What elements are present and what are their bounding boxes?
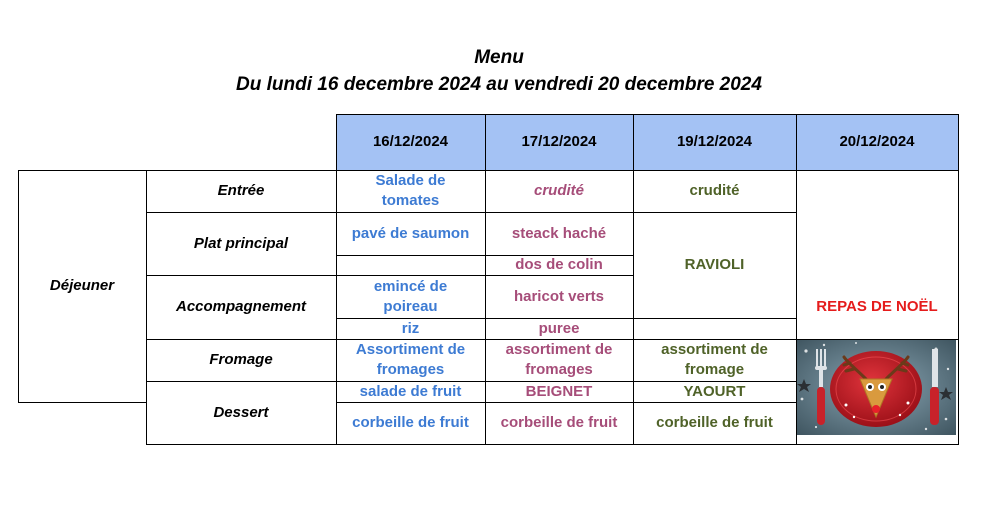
date-header-4: 20/12/2024 bbox=[796, 114, 958, 170]
dish-19-dessert-2: corbeille de fruit bbox=[656, 414, 773, 431]
row-label-dessert: Dessert bbox=[213, 403, 269, 421]
dish-17-accompagnement-1: haricot verts bbox=[513, 287, 605, 305]
dish-16-accompagnement-1: emincé de poireau bbox=[373, 277, 448, 315]
dish-16-plat: pavé de saumon bbox=[351, 224, 470, 242]
meal-label: Déjeuner bbox=[49, 277, 115, 294]
dish-17-fromage: assortiment de fromages bbox=[505, 341, 613, 378]
dish-16-dessert-2: corbeille de fruit bbox=[352, 414, 469, 431]
christmas-meal-label: REPAS DE NOËL bbox=[816, 298, 938, 315]
row-label-plat: Plat principal bbox=[193, 234, 289, 252]
menu-date-range: Du lundi 16 decembre 2024 au vendredi 20 decembre 2024 bbox=[236, 74, 762, 95]
date-header-3: 19/12/2024 bbox=[633, 114, 796, 170]
dish-19-plat: RAVIOLI bbox=[684, 256, 745, 273]
dish-17-plat-1: steack haché bbox=[511, 224, 607, 242]
dish-19-fromage: assortiment de fromage bbox=[661, 341, 768, 378]
dish-19-entree: crudité bbox=[689, 182, 740, 199]
dish-17-dessert-2: corbeille de fruit bbox=[500, 414, 618, 431]
dish-17-accompagnement-2: puree bbox=[538, 319, 580, 337]
row-label-fromage: Fromage bbox=[209, 351, 273, 368]
dish-16-fromage: Assortiment de fromages bbox=[355, 341, 466, 378]
dish-16-dessert-1: salade de fruit bbox=[359, 382, 462, 400]
date-header-2: 17/12/2024 bbox=[485, 114, 633, 170]
row-label-accompagnement: Accompagnement bbox=[175, 298, 307, 315]
dish-17-entree: crudité bbox=[533, 182, 584, 199]
dish-17-dessert-1: BEIGNET bbox=[525, 382, 593, 400]
dish-16-entree: Salade de tomates bbox=[375, 172, 446, 209]
dish-16-accompagnement-2: riz bbox=[401, 319, 420, 337]
date-header-1: 16/12/2024 bbox=[336, 114, 485, 170]
dish-17-plat-2: dos de colin bbox=[515, 256, 603, 273]
christmas-plate-image bbox=[796, 339, 956, 435]
menu-title: Menu bbox=[474, 47, 524, 68]
row-label-entree: Entrée bbox=[217, 182, 265, 199]
dish-19-dessert-1: YAOURT bbox=[683, 382, 746, 400]
